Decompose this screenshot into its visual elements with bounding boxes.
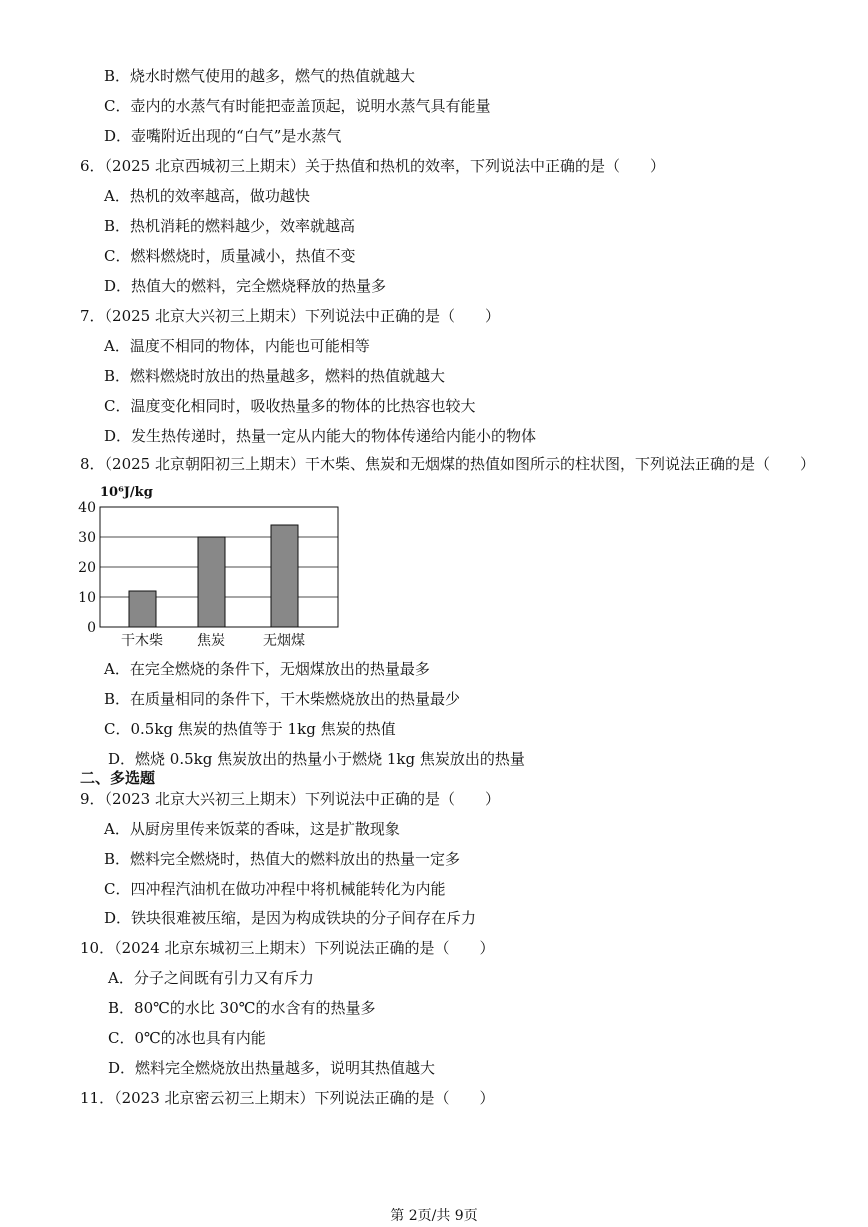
answer-option: C．0℃的冰也具有内能 bbox=[108, 1029, 266, 1047]
answer-option: B．80℃的水比 30℃的水含有的热量多 bbox=[108, 999, 376, 1017]
y-tick-label: 40 bbox=[78, 500, 96, 516]
bar-1 bbox=[129, 591, 156, 627]
answer-option: C．温度变化相同时，吸收热量多的物体的比热容也较大 bbox=[104, 397, 476, 415]
section-heading: 二、多选题 bbox=[80, 769, 156, 787]
answer-option: D．燃烧 0.5kg 焦炭放出的热量小于燃烧 1kg 焦炭放出的热量 bbox=[108, 750, 525, 768]
answer-option: B．燃料完全燃烧时，热值大的燃料放出的热量一定多 bbox=[104, 850, 461, 868]
answer-option: D．壶嘴附近出现的“白气”是水蒸气 bbox=[104, 127, 342, 145]
page-footer: 第 2页/共 9页 bbox=[390, 1208, 478, 1224]
y-axis-unit-label: 10⁶J/kg bbox=[100, 485, 153, 500]
y-tick-label: 0 bbox=[87, 620, 96, 636]
answer-option: D．燃料完全燃烧放出热量越多，说明其热值越大 bbox=[108, 1059, 436, 1077]
answer-option: D．铁块很难被压缩，是因为构成铁块的分子间存在斥力 bbox=[104, 909, 477, 927]
question-stem: 7．（2025 北京大兴初三上期末）下列说法中正确的是（ ） bbox=[80, 307, 500, 325]
y-tick-label: 10 bbox=[78, 590, 96, 606]
question-stem: 11．（2023 北京密云初三上期末）下列说法正确的是（ ） bbox=[80, 1089, 495, 1107]
answer-option: D．热值大的燃料，完全燃烧释放的热量多 bbox=[104, 277, 387, 295]
question-stem: 9．（2023 北京大兴初三上期末）下列说法中正确的是（ ） bbox=[80, 790, 500, 808]
answer-option: D．发生热传递时，热量一定从内能大的物体传递给内能小的物体 bbox=[104, 427, 537, 445]
answer-option: C．壶内的水蒸气有时能把壶盖顶起，说明水蒸气具有能量 bbox=[104, 97, 491, 115]
answer-option: C．燃料燃烧时，质量减小，热值不变 bbox=[104, 247, 356, 265]
question-stem: 8．（2025 北京朝阳初三上期末）干木柴、焦炭和无烟煤的热值如图所示的柱状图，下列说法正确的是（ ） bbox=[80, 455, 815, 473]
answer-option: A．热机的效率越高，做功越快 bbox=[104, 187, 310, 205]
answer-option: A．温度不相同的物体，内能也可能相等 bbox=[104, 337, 370, 355]
x-category-label: 干木柴 bbox=[121, 633, 163, 649]
y-tick-label: 20 bbox=[78, 560, 96, 576]
bar-2 bbox=[198, 537, 225, 627]
answer-option: B．燃料燃烧时放出的热量越多，燃料的热值就越大 bbox=[104, 367, 446, 385]
answer-option: B．热机消耗的燃料越少，效率就越高 bbox=[104, 217, 356, 235]
answer-option: C．四冲程汽油机在做功冲程中将机械能转化为内能 bbox=[104, 880, 446, 898]
bar-3 bbox=[271, 525, 298, 627]
x-category-label: 无烟煤 bbox=[263, 633, 305, 649]
answer-option: B．在质量相同的条件下，干木柴燃烧放出的热量最少 bbox=[104, 690, 461, 708]
answer-option: A．分子之间既有引力又有斥力 bbox=[108, 969, 314, 987]
answer-option: A．从厨房里传来饭菜的香味，这是扩散现象 bbox=[104, 820, 400, 838]
answer-option: C．0.5kg 焦炭的热值等于 1kg 焦炭的热值 bbox=[104, 720, 396, 738]
heat-value-bar-chart bbox=[78, 482, 378, 652]
question-stem: 6．（2025 北京西城初三上期末）关于热值和热机的效率，下列说法中正确的是（ ） bbox=[80, 157, 665, 175]
y-tick-label: 30 bbox=[78, 530, 96, 546]
answer-option: A．在完全燃烧的条件下，无烟煤放出的热量最多 bbox=[104, 660, 430, 678]
answer-option: B．烧水时燃气使用的越多，燃气的热值就越大 bbox=[104, 67, 416, 85]
question-stem: 10．（2024 北京东城初三上期末）下列说法正确的是（ ） bbox=[80, 939, 495, 957]
x-category-label: 焦炭 bbox=[197, 633, 225, 649]
